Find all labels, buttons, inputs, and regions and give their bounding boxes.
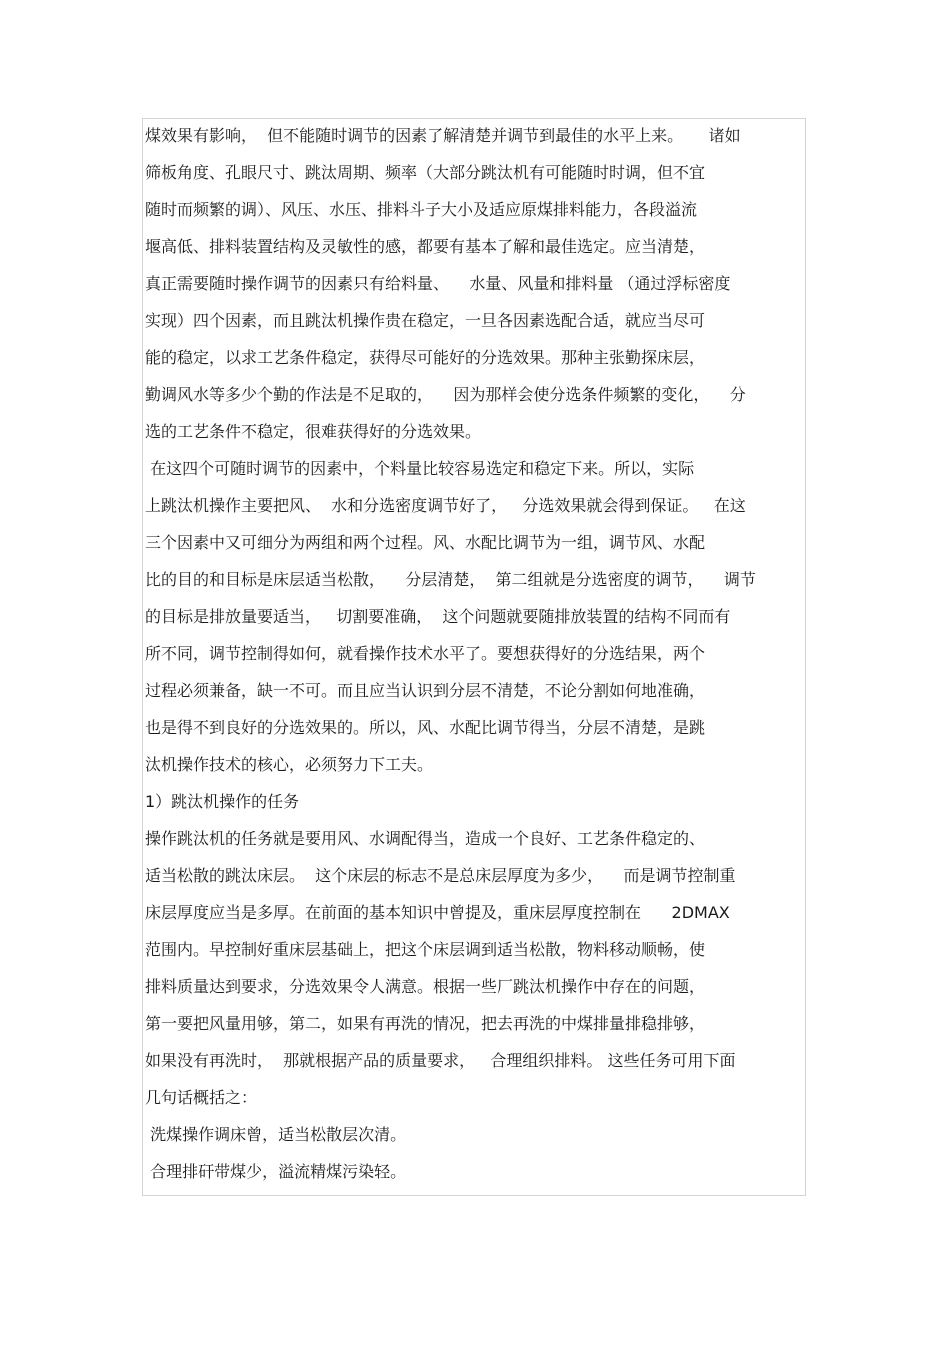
text-line: 汰机操作技术的核心，必须努力下工夫。 [145, 755, 434, 774]
text-line: 如果没有再洗时， 那就根据产品的质量要求， 合理组织排料。 这些任务可用下面 [145, 1051, 736, 1070]
section-heading: 1）跳汰机操作的任务 [145, 792, 300, 811]
text-line: 排料质量达到要求，分选效果令人满意。根据一些厂跳汰机操作中存在的问题， [145, 977, 706, 996]
text-line: 也是得不到良好的分选效果的。所以，风、水配比调节得当，分层不清楚，是跳 [145, 718, 706, 737]
text-line: 勤调风水等多少个勤的作法是不足取的， 因为那样会使分选条件频繁的变化， 分 [145, 385, 746, 404]
verse-line: 合理排矸带煤少，溢流精煤污染轻。 [145, 1162, 407, 1181]
text-line: 选的工艺条件不稳定，很难获得好的分选效果。 [145, 422, 482, 441]
text-line: 过程必须兼备，缺一不可。而且应当认识到分层不清楚，不论分割如何地准确， [145, 681, 706, 700]
text-line: 堰高低、排料装置结构及灵敏性的感，都要有基本了解和最佳选定。应当清楚， [145, 237, 706, 256]
verse-line: 洗煤操作调床曾，适当松散层次清。 [145, 1125, 407, 1144]
text-line: 操作跳汰机的任务就是要用风、水调配得当，造成一个良好、工艺条件稳定的、 [145, 829, 706, 848]
text-line: 能的稳定，以求工艺条件稳定，获得尽可能好的分选效果。那种主张勤探床层， [145, 348, 706, 367]
text-line: 第一要把风量用够，第二，如果有再洗的情况，把去再洗的中煤排量排稳排够， [145, 1014, 706, 1033]
text-line: 床层厚度应当是多厚。在前面的基本知识中曾提及，重床层厚度控制在 2DMAX [145, 903, 730, 922]
text-line: 的目标是排放量要适当， 切割要准确， 这个问题就要随排放装置的结构不同而有 [145, 607, 731, 626]
text-line: 真正需要随时操作调节的因素只有给料量、 水量、风量和排料量 （通过浮标密度 [145, 274, 731, 293]
text-line: 比的目的和目标是床层适当松散， 分层清楚， 第二组就是分选密度的调节， 调节 [145, 570, 756, 589]
text-line: 筛板角度、孔眼尺寸、跳汰周期、频率（大部分跳汰机有可能随时时调，但不宜 [145, 163, 706, 182]
text-line: 所不同，调节控制得如何，就看操作技术水平了。要想获得好的分选结果，两个 [145, 644, 706, 663]
text-line: 范围内。早控制好重床层基础上，把这个床层调到适当松散，物料移动顺畅，使 [145, 940, 706, 959]
text-line: 在这四个可随时调节的因素中，个料量比较容易选定和稳定下来。所以，实际 [145, 459, 695, 478]
document-body [145, 124, 805, 1197]
text-line: 适当松散的跳汰床层。 这个床层的标志不是总床层厚度为多少， 而是调节控制重 [145, 866, 736, 885]
text-line: 上跳汰机操作主要把风、 水和分选密度调节好了， 分选效果就会得到保证。 在这 [145, 496, 746, 515]
text-line: 三个因素中又可细分为两组和两个过程。风、水配比调节为一组，调节风、水配 [145, 533, 706, 552]
text-line: 几句话概括之： [145, 1088, 258, 1107]
text-line: 实现）四个因素，而且跳汰机操作贵在稳定，一旦各因素选配合适，就应当尽可 [145, 311, 706, 330]
text-line: 随时而频繁的调）、风压、水压、排料斗子大小及适应原煤排料能力，各段溢流 [145, 200, 698, 219]
text-line: 煤效果有影响， 但不能随时调节的因素了解清楚并调节到最佳的水平上来。 诸如 [145, 126, 741, 145]
